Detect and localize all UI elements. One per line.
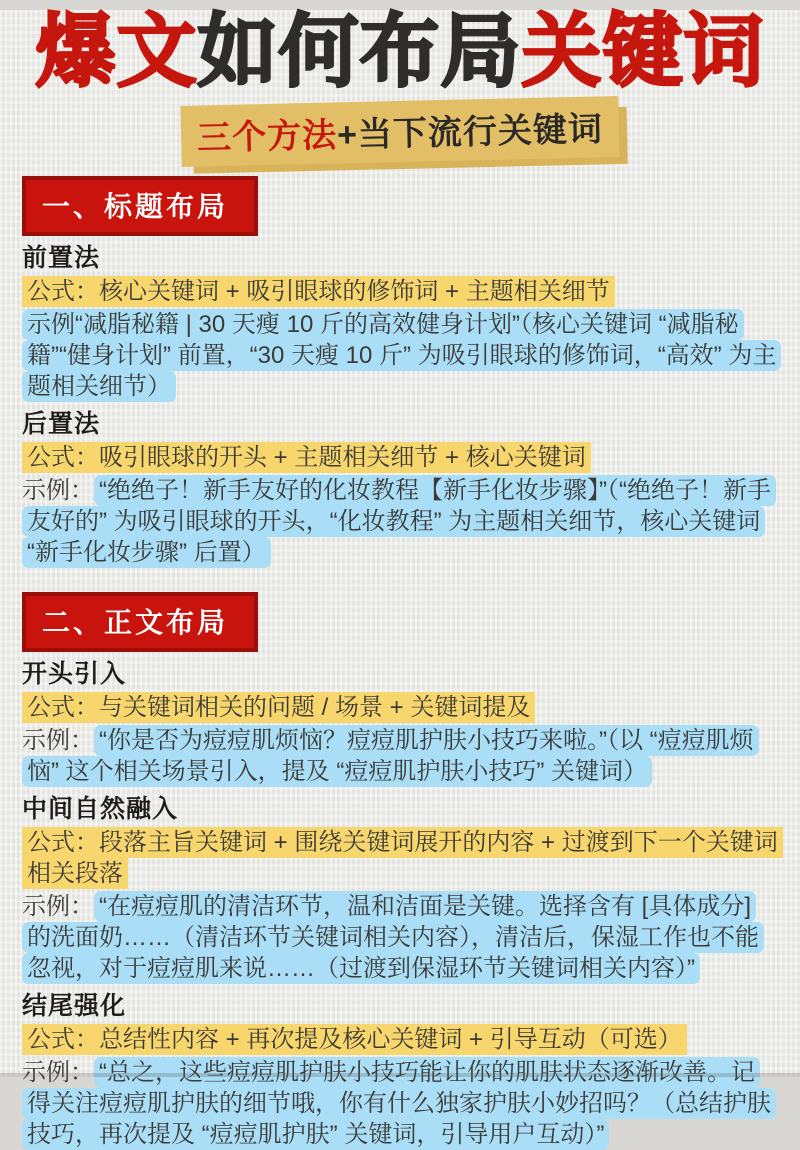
example-line [22,475,778,568]
method-block-zhongjianronru [22,793,778,984]
example-highlight: “总之，这些痘痘肌护肤小技巧能让你的肌肤状态逐渐改善。记得关注痘痘肌护肤的细节哦，你有什么独家护肤小妙招吗？（总结护肤技巧，再次提及 “痘痘肌护肤” 关键词，引导用户互动）” [22,1057,776,1150]
example-highlight: “绝绝子！新手友好的化妆教程【新手化妆步骤】”（“绝绝子！新手友好的” 为吸引眼球的开头，“化妆教程” 为主题相关细节，核心关键词 “新手化妆步骤” 后置） [22,475,776,568]
block-heading: 前置法 [22,244,101,273]
example-prefix: 示例： [22,727,94,755]
page-title-segment-dark: 如何布局 [197,7,522,96]
formula-line [22,442,778,473]
block-heading: 后置法 [22,410,101,439]
example-prefix: 示例： [22,893,94,921]
formula-highlight: 公式：总结性内容 + 再次提及核心关键词 + 引导互动（可选） [22,1024,687,1055]
page-title-segment-red-2: 关键词 [521,7,765,96]
example-prefix: 示例： [22,477,94,505]
formula-line [22,276,778,307]
section-banner-wrap-2 [22,592,800,652]
block-heading: 结尾强化 [22,992,127,1021]
example-highlight: “在痘痘肌的清洁环节，温和洁面是关键。选择含有 [具体成分] 的洗面奶……（清洁环节关键词相关内容），清洁后，保湿工作也不能忽视，对于痘痘肌来说……（过渡到保湿环节关键词相关内容）” [22,891,764,984]
example-line [22,1057,778,1150]
section-banner-wrap-1 [22,176,800,236]
method-block-qianzhifa [22,242,778,402]
method-block-jiewieqianghua [22,990,778,1150]
section-banner-1-label: 一、标题布局 [26,180,254,232]
formula-highlight: 公式：吸引眼球的开头 + 主题相关细节 + 核心关键词 [22,442,591,473]
section-1-content [0,242,800,568]
method-block-kaitouyinru [22,658,778,787]
example-highlight: 示例“减脂秘籍 | 30 天瘦 10 斤的高效健身计划”（核心关键词 “减脂秘籍”“健身计划” 前置，“30 天瘦 10 斤” 为吸引眼球的修饰词，“高效” 为主题相关细节） [22,309,781,402]
page-bottom-edge [0,1073,800,1077]
section-banner-2-label: 二、正文布局 [26,596,254,648]
formula-line [22,1024,778,1055]
page-subtitle-segment-red: 三个方法 [196,116,338,158]
formula-highlight: 公式：核心关键词 + 吸引眼球的修饰词 + 主题相关细节 [22,276,615,307]
example-prefix: 示例： [22,1059,94,1087]
infographic-page [0,7,800,1149]
example-line [22,309,778,402]
formula-line [22,827,778,889]
formula-highlight: 公式：段落主旨关键词 + 围绕关键词展开的内容 + 过渡到下一个关键词相关段落 [22,827,783,889]
example-highlight: “你是否为痘痘肌烦恼？痘痘肌护肤小技巧来啦。”（以 “痘痘肌烦恼” 这个相关场景引入，提及 “痘痘肌护肤小技巧” 关键词） [22,725,759,787]
formula-highlight: 公式：与关键词相关的问题 / 场景 + 关键词提及 [22,692,535,723]
page-title [0,7,800,96]
page-subtitle-segment-dark: +当下流行关键词 [336,110,604,155]
example-line [22,725,778,787]
section-banner-2 [22,592,258,652]
block-heading: 中间自然融入 [22,795,179,824]
formula-line [22,692,778,723]
section-banner-1 [22,176,258,236]
block-heading: 开头引入 [22,660,127,689]
page-subtitle-row [0,101,800,162]
page-title-segment-red-1: 爆文 [35,7,198,96]
page-subtitle [180,96,619,167]
method-block-houzhifa [22,408,778,568]
example-line [22,891,778,984]
